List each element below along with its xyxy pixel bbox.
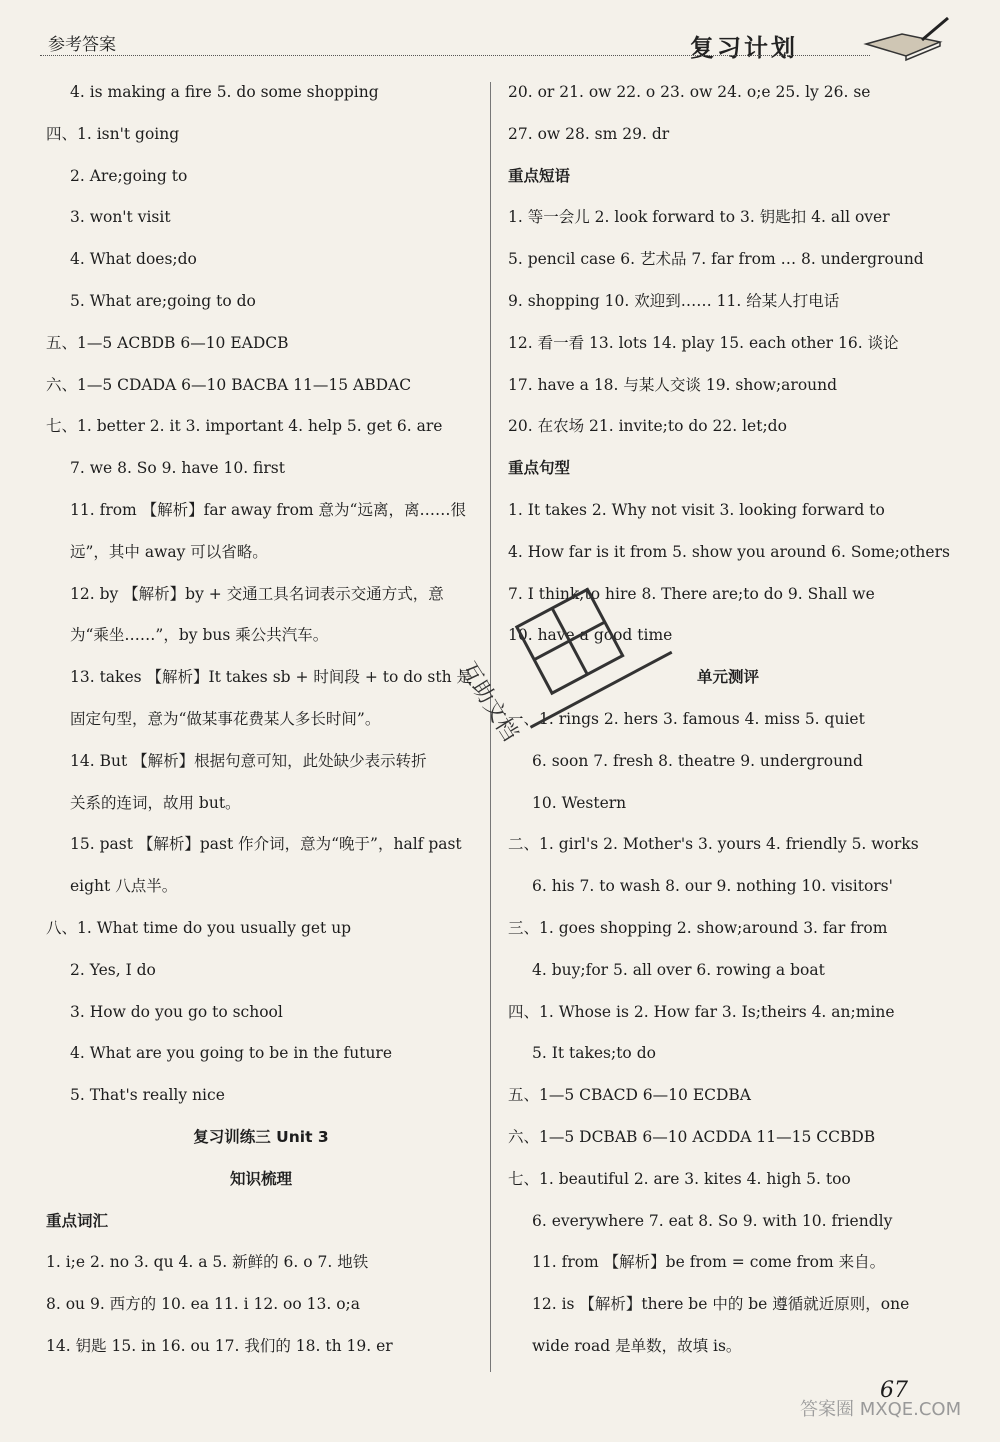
- left-answer-line: 5. What are;going to do: [70, 291, 256, 310]
- right-answer-line: 5. It takes;to do: [532, 1044, 656, 1063]
- right-answer-line: 6. his 7. to wash 8. our 9. nothing 10. visitors': [532, 877, 893, 896]
- left-answer-line: 14. 钥匙 15. in 16. ou 17. 我们的 18. th 19. er: [46, 1336, 393, 1355]
- right-answer-line: 三、1. goes shopping 2. show;around 3. far from: [508, 918, 888, 937]
- left-answer-line: 7. we 8. So 9. have 10. first: [70, 459, 285, 478]
- page-number: 67: [880, 1378, 908, 1403]
- left-answer-line: 12. by 【解析】by + 交通工具名词表示交通方式，意: [70, 584, 444, 603]
- right-answer-line: 12. 看一看 13. lots 14. play 15. each other 16. 谈论: [508, 333, 899, 352]
- left-answer-line: 13. takes 【解析】It takes sb + 时间段 + to do sth 是: [70, 668, 473, 687]
- left-answer-line: 5. That's really nice: [70, 1086, 225, 1105]
- left-answer-line: 复习训练三 Unit 3: [193, 1127, 329, 1146]
- right-answer-line: 重点短语: [508, 166, 571, 185]
- right-answer-line: 6. soon 7. fresh 8. theatre 9. underground: [532, 751, 863, 770]
- left-answer-line: 固定句型，意为“做某事花费某人多长时间”。: [70, 709, 381, 728]
- left-column: [46, 72, 476, 1368]
- left-answer-line: 1. i;e 2. no 3. qu 4. a 5. 新鲜的 6. o 7. 地铁: [46, 1253, 369, 1272]
- left-answer-line: eight 八点半。: [70, 877, 178, 896]
- left-answer-line: 11. from 【解析】far away from 意为“远离，离……很: [70, 500, 466, 519]
- left-answer-line: 8. ou 9. 西方的 10. ea 11. i 12. oo 13. o;a: [46, 1295, 361, 1314]
- left-answer-line: 4. is making a fire 5. do some shopping: [70, 83, 379, 101]
- right-answer-line: 单元测评: [696, 668, 759, 687]
- left-answer-line: 六、1—5 CDADA 6—10 BACBA 11—15 ABDAC: [46, 375, 412, 394]
- left-answer-line: 重点词汇: [46, 1211, 109, 1230]
- right-answer-line: 1. It takes 2. Why not visit 3. looking forward to: [508, 500, 885, 519]
- left-answer-line: 3. won't visit: [70, 208, 171, 227]
- left-answer-line: 远”，其中 away 可以省略。: [70, 542, 268, 561]
- watermark-logo: 答案圈 MXQE.COM: [800, 1399, 962, 1420]
- left-answer-line: 15. past 【解析】past 作介词，意为“晚于”，half past: [70, 835, 462, 854]
- left-answer-line: 4. What are you going to be in the future: [70, 1044, 393, 1063]
- right-answer-line: 6. everywhere 7. eat 8. So 9. with 10. friendly: [532, 1211, 893, 1230]
- right-answer-line: 一、1. rings 2. hers 3. famous 4. miss 5. quiet: [508, 709, 865, 728]
- right-answer-line: 六、1—5 DCBAB 6—10 ACDDA 11—15 CCBDB: [508, 1127, 876, 1146]
- stamp-text: 互助文档: [454, 657, 523, 746]
- right-answer-line: 10. Western: [532, 793, 627, 812]
- book-pen-icon: [862, 14, 952, 64]
- left-answer-line: 关系的连词，故用 but。: [70, 793, 241, 812]
- left-answer-line: 四、1. isn't going: [46, 124, 180, 143]
- left-answer-line: 3. How do you go to school: [70, 1002, 283, 1021]
- right-answer-line: 9. shopping 10. 欢迎到…… 11. 给某人打电话: [508, 291, 840, 310]
- right-answer-line: 1. 等一会儿 2. look forward to 3. 钥匙扣 4. all over: [508, 208, 890, 227]
- right-answer-line: 五、1—5 CBACD 6—10 ECDBA: [508, 1086, 752, 1105]
- right-answer-line: wide road 是单数，故填 is。: [532, 1336, 742, 1355]
- right-answer-line: 重点句型: [508, 459, 571, 478]
- left-answer-line: 14. But 【解析】根据句意可知，此处缺少表示转折: [70, 751, 427, 770]
- left-answer-line: 2. Are;going to: [70, 166, 188, 185]
- right-answer-line: 4. How far is it from 5. show you around 6. Some;others: [508, 542, 950, 561]
- right-answer-line: 4. buy;for 5. all over 6. rowing a boat: [532, 960, 825, 979]
- right-answer-line: 20. 在农场 21. invite;to do 22. let;do: [508, 417, 787, 436]
- header-reference-answers: 参考答案: [48, 35, 116, 55]
- left-answer-line: 八、1. What time do you usually get up: [46, 918, 352, 937]
- right-answer-line: 5. pencil case 6. 艺术品 7. far from … 8. underground: [508, 250, 924, 269]
- left-answer-line: 4. What does;do: [70, 250, 197, 269]
- header-rule: [40, 55, 870, 56]
- right-answer-line: 四、1. Whose is 2. How far 3. Is;theirs 4. an;mine: [508, 1002, 895, 1021]
- left-answer-line: 2. Yes, I do: [70, 960, 156, 979]
- left-answer-line: 为“乘坐……”，by bus 乘公共汽车。: [70, 626, 329, 645]
- right-answer-line: 20. or 21. ow 22. o 23. ow 24. o;e 25. ly 26. se: [508, 83, 871, 101]
- right-answer-line: 27. ow 28. sm 29. dr: [508, 124, 670, 143]
- right-answer-line: 7. I think;to hire 8. There are;to do 9. Shall we: [508, 584, 875, 603]
- right-answer-line: 七、1. beautiful 2. are 3. kites 4. high 5. too: [508, 1169, 851, 1188]
- left-answer-line: 知识梳理: [229, 1169, 292, 1188]
- right-answer-line: 10. have a good time: [508, 626, 673, 645]
- right-answer-line: 17. have a 18. 与某人交谈 19. show;around: [508, 375, 838, 394]
- right-answer-line: 11. from 【解析】be from = come from 来自。: [532, 1253, 886, 1272]
- left-answer-line: 五、1—5 ACBDB 6—10 EADCB: [46, 333, 289, 352]
- header-review-plan: 复习计划: [690, 34, 798, 62]
- right-answer-line: 12. is 【解析】there be 中的 be 遵循就近原则，one: [532, 1295, 910, 1314]
- right-answer-line: 二、1. girl's 2. Mother's 3. yours 4. friendly 5. works: [508, 835, 919, 854]
- left-answer-line: 七、1. better 2. it 3. important 4. help 5. get 6. are: [46, 417, 443, 436]
